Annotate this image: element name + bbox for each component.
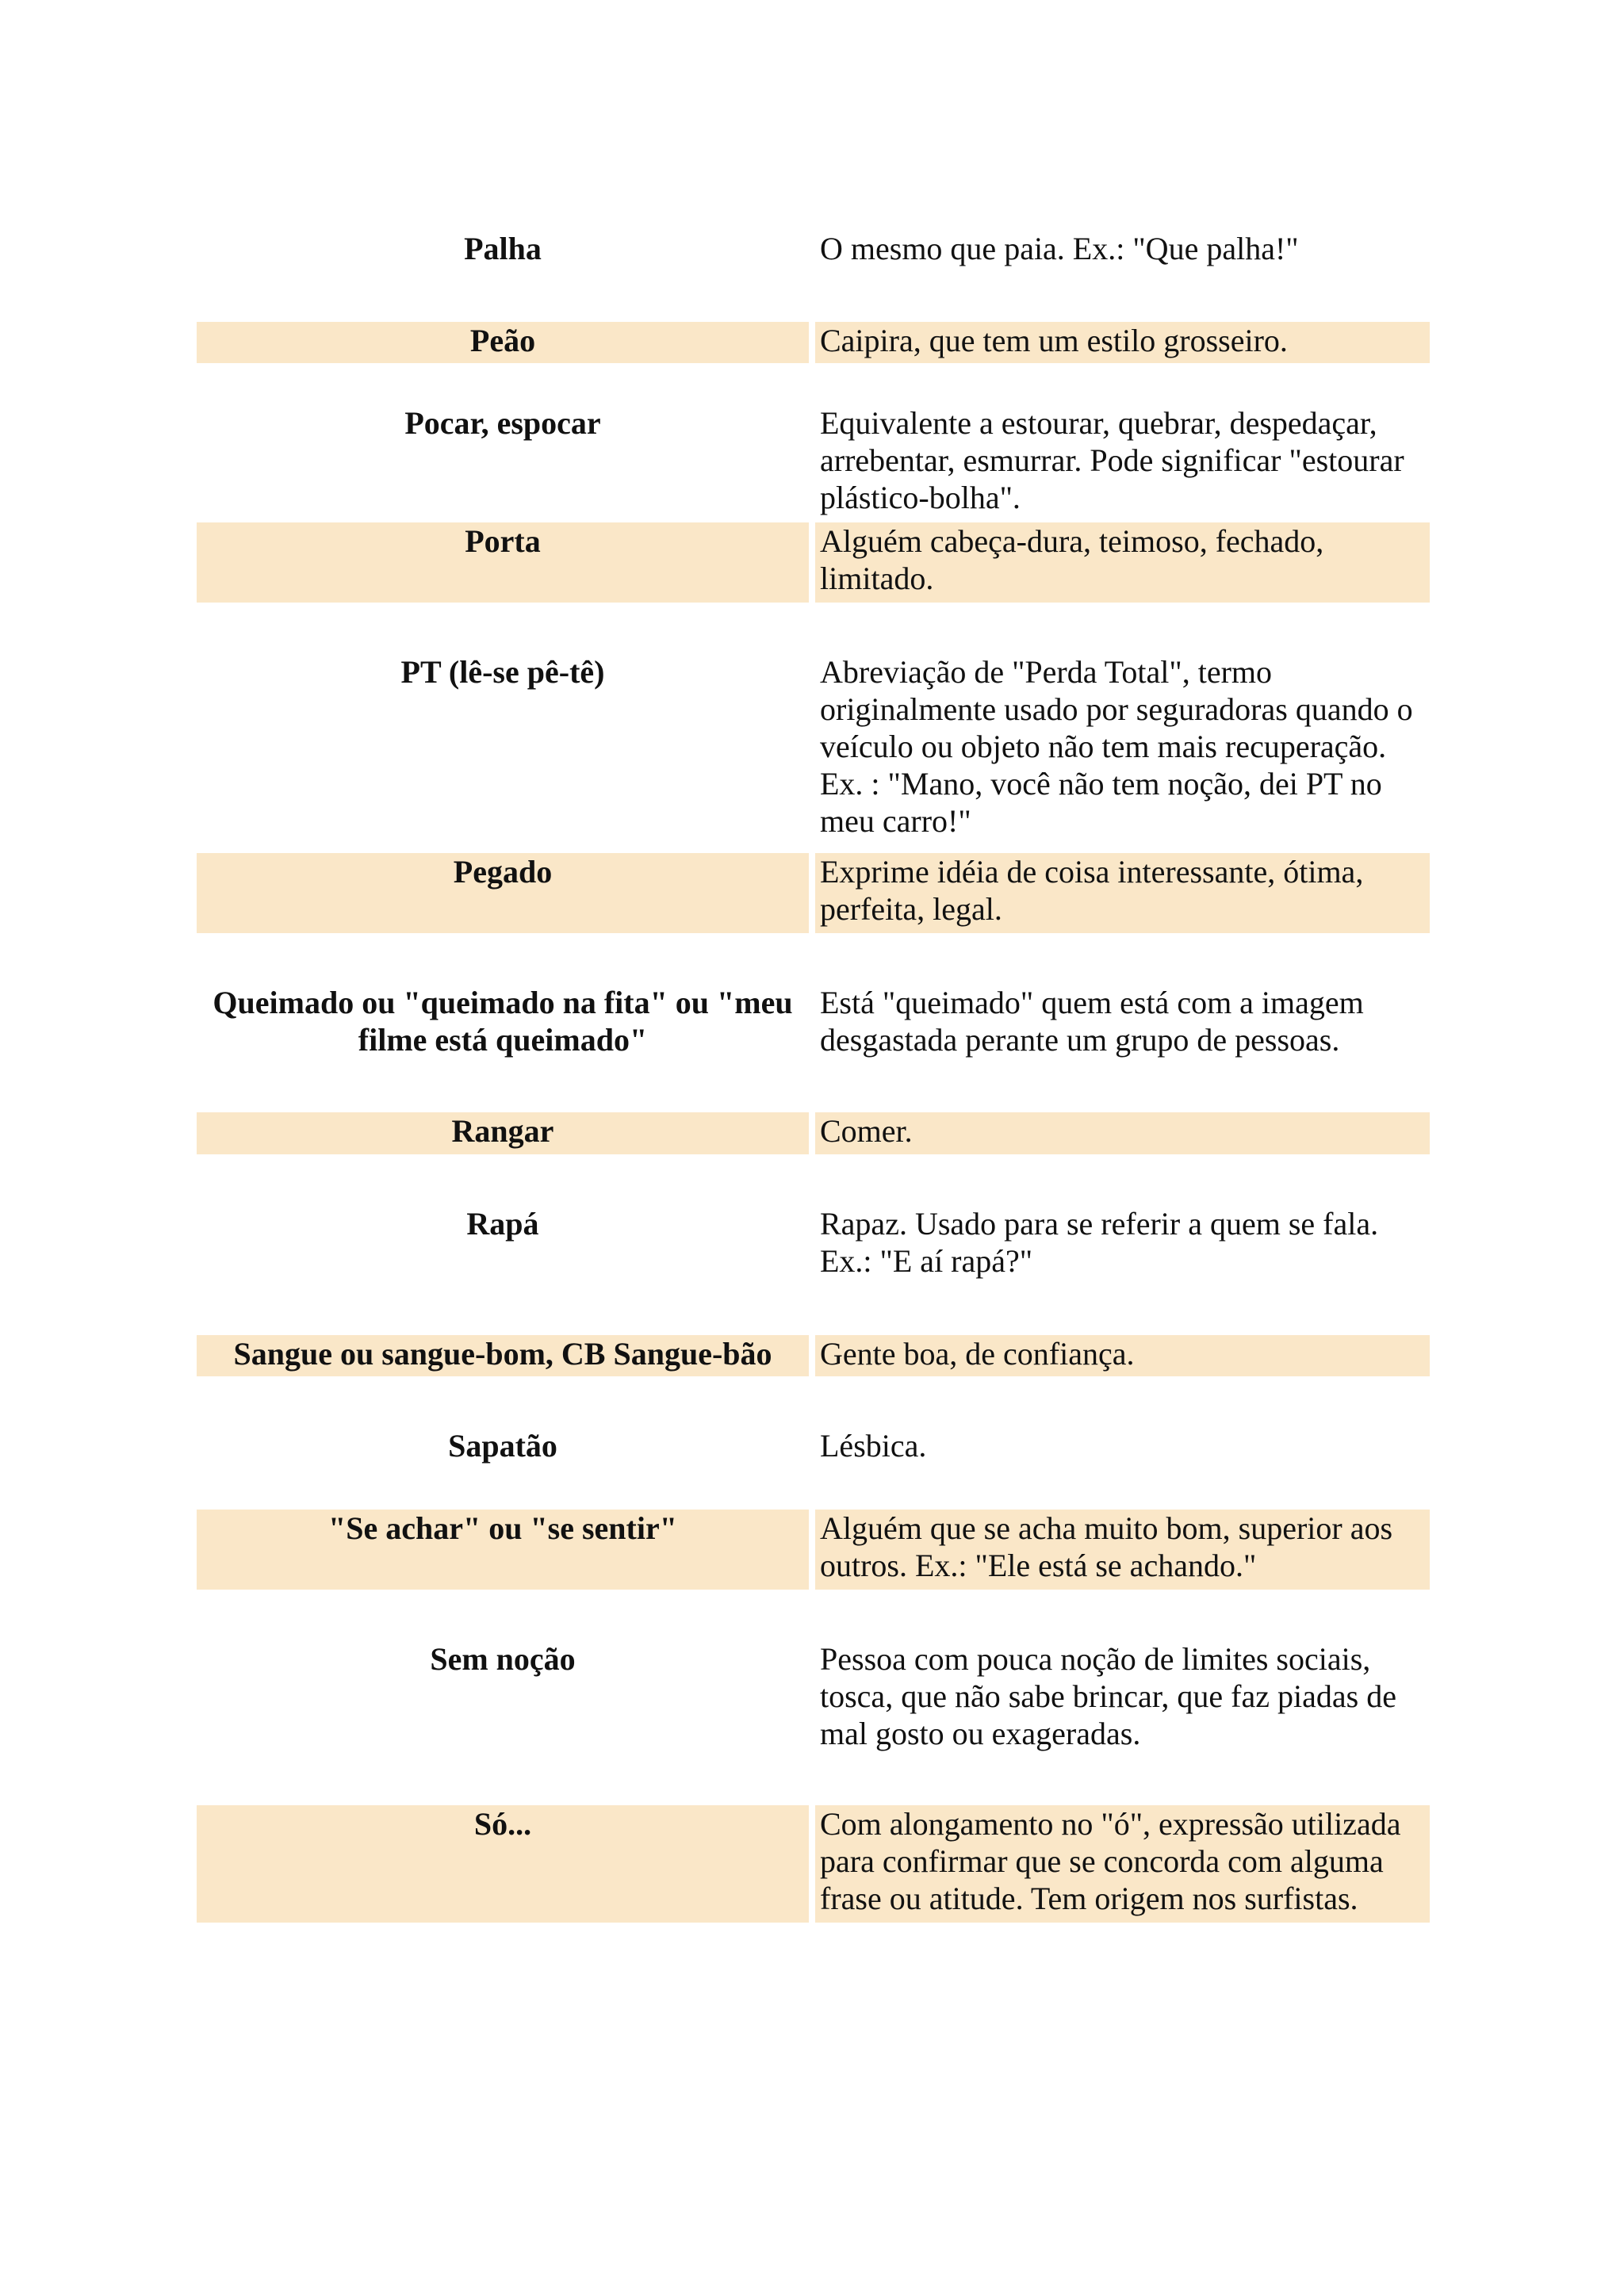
glossary-definition: O mesmo que paia. Ex.: "Que palha!": [820, 231, 1299, 266]
glossary-row-spacer: [197, 933, 1430, 984]
glossary-definition: Lésbica.: [820, 1428, 927, 1464]
glossary-definition: Caipira, que tem um estilo grosseiro.: [815, 322, 1430, 363]
glossary-row: [197, 230, 1430, 322]
glossary-definition: Rapaz. Usado para se referir a quem se fala. Ex.: "E aí rapá?": [820, 1206, 1379, 1279]
glossary-definition: Pessoa com pouca noção de limites sociais, tosca, que não sabe brincar, que faz piadas de mal gosto ou exageradas.: [820, 1641, 1396, 1751]
glossary-row: [197, 522, 1430, 603]
glossary-term: Pegado: [197, 853, 809, 933]
glossary-term: Pocar, espocar: [404, 405, 601, 441]
glossary-term: Só...: [197, 1805, 809, 1923]
glossary-term: Queimado ou "queimado na fita" ou "meu filme está queimado": [213, 985, 793, 1058]
glossary-row: [197, 1335, 1430, 1376]
glossary-row-spacer: [197, 1376, 1430, 1427]
glossary-row-spacer: [197, 1590, 1430, 1640]
glossary-row: [197, 404, 1430, 522]
glossary-row: [197, 1510, 1430, 1590]
glossary-term: PT (lê-se pê-tê): [400, 654, 605, 690]
glossary-term: Sapatão: [448, 1428, 557, 1464]
glossary-definition: Exprime idéia de coisa interessante, ótima, perfeita, legal.: [815, 853, 1430, 933]
glossary-row: [197, 1805, 1430, 1923]
glossary-definition: Comer.: [815, 1112, 1430, 1154]
glossary-term: Sem noção: [430, 1641, 576, 1677]
glossary-row: [197, 853, 1430, 933]
glossary-term: "Se achar" ou "se sentir": [197, 1510, 809, 1590]
glossary-row: [197, 653, 1430, 853]
glossary-term: Porta: [197, 522, 809, 603]
glossary-row: [197, 984, 1430, 1112]
glossary-definition: Alguém cabeça-dura, teimoso, fechado, limitado.: [815, 522, 1430, 603]
glossary-definition: Está "queimado" quem está com a imagem desgastada perante um grupo de pessoas.: [820, 985, 1364, 1058]
glossary-term: Peão: [197, 322, 809, 363]
glossary-row: [197, 1640, 1430, 1805]
glossary-row: [197, 1205, 1430, 1335]
glossary-term: Sangue ou sangue-bom, CB Sangue-bão: [197, 1335, 809, 1376]
glossary-definition: Alguém que se acha muito bom, superior aos outros. Ex.: "Ele está se achando.": [815, 1510, 1430, 1590]
glossary-row: [197, 1112, 1430, 1154]
glossary-row-spacer: [197, 363, 1430, 404]
glossary-definition: Abreviação de "Perda Total", termo originalmente usado por seguradoras quando o veículo ou objeto não tem mais recuperação. Ex. : "Mano, você não tem noção, dei PT no meu carro!": [820, 654, 1413, 839]
glossary-row-spacer: [197, 1154, 1430, 1205]
glossary-row: [197, 322, 1430, 363]
glossary-term: Palha: [464, 231, 542, 266]
glossary-definition: Com alongamento no "ó", expressão utilizada para confirmar que se concorda com alguma frase ou atitude. Tem origem nos surfistas.: [815, 1805, 1430, 1923]
glossary-term: Rangar: [197, 1112, 809, 1154]
glossary-table: [197, 230, 1430, 1923]
glossary-term: Rapá: [466, 1206, 539, 1242]
glossary-definition: Equivalente a estourar, quebrar, despedaçar, arrebentar, esmurrar. Pode significar "estourar plástico-bolha".: [820, 405, 1404, 515]
glossary-row: [197, 1427, 1430, 1510]
glossary-definition: Gente boa, de confiança.: [815, 1335, 1430, 1376]
glossary-row-spacer: [197, 603, 1430, 653]
